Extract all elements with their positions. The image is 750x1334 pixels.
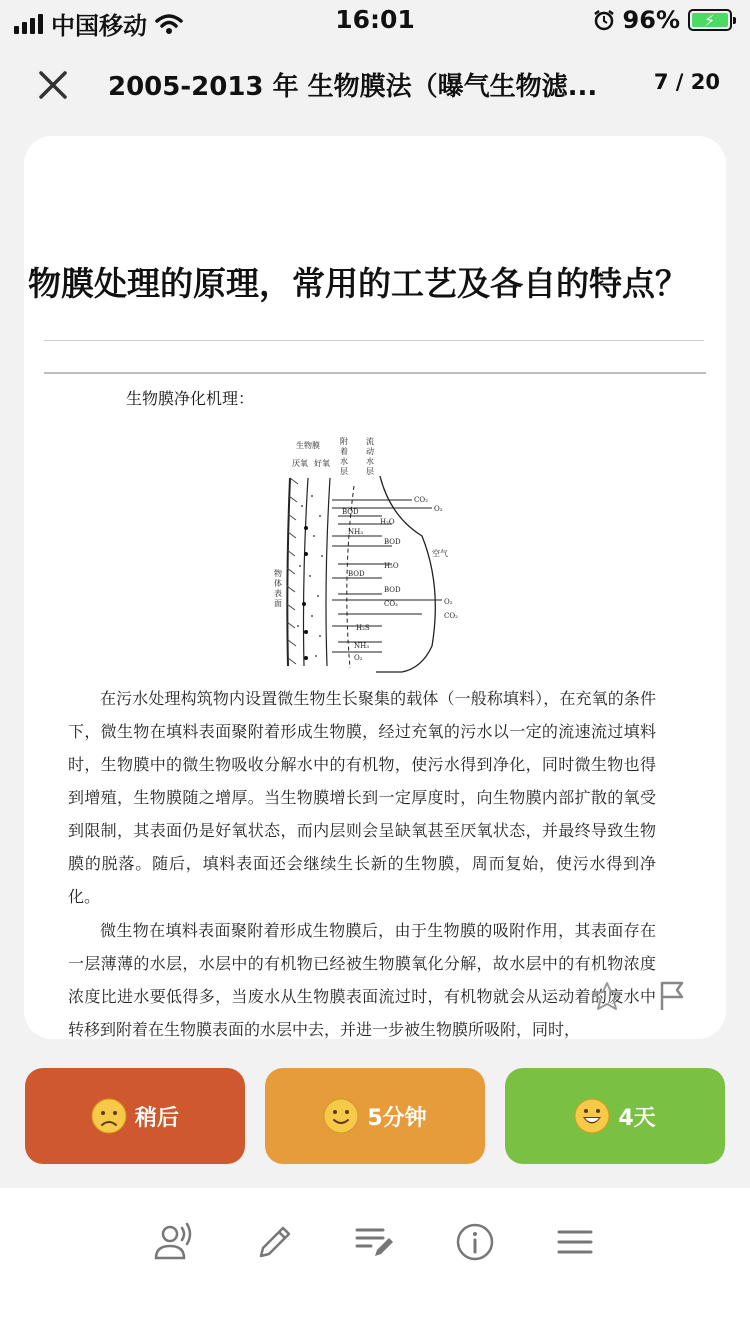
smile-face-icon: [323, 1098, 359, 1134]
battery-percent: 96%: [622, 6, 680, 34]
edit-list-icon[interactable]: [353, 1220, 397, 1264]
svg-text:NH₃: NH₃: [348, 528, 364, 536]
sad-face-icon: [91, 1098, 127, 1134]
label-biofilm: 生物膜: [296, 441, 320, 450]
svg-text:O₂: O₂: [354, 654, 363, 662]
svg-text:BOD: BOD: [342, 508, 359, 516]
biofilm-diagram: [272, 436, 476, 676]
alarm-icon: [593, 9, 615, 31]
progress-counter: 7 / 20: [653, 70, 720, 94]
svg-text:体: 体: [274, 579, 282, 588]
section-title: 生物膜净化机理：: [126, 389, 255, 408]
paragraph-2: 微生物在填料表面聚附着形成生物膜后，由于生物膜的吸附作用，其表面存在一层薄薄的水层，水层中的有机物已经被生物膜氧化分解，故水层中的有机物浓度浓度比进水要低得多，当废水从生物膜表面流过时，有机物就会从运动着的废水中转移到附着在生物膜表面的水层中去，并进一步被生物膜所吸附，同时，: [68, 921, 656, 1039]
svg-text:表: 表: [274, 589, 282, 598]
label-attached-water: 附: [340, 437, 348, 446]
svg-text:CO₂: CO₂: [444, 612, 458, 620]
svg-text:NH₃: NH₃: [354, 642, 370, 650]
four-days-button-label: 4天: [618, 1105, 656, 1131]
voice-icon[interactable]: [152, 1220, 196, 1264]
edit-icon[interactable]: [253, 1220, 297, 1264]
status-bar: [0, 0, 750, 40]
svg-text:H₂O: H₂O: [380, 518, 395, 526]
status-right: [593, 6, 732, 34]
flashcard: [24, 136, 726, 1039]
svg-text:BOD: BOD: [384, 586, 401, 594]
label-air: 空气: [432, 549, 448, 558]
svg-text:O₂: O₂: [434, 505, 443, 513]
svg-text:H₂S: H₂S: [356, 624, 370, 632]
page-title: 2005-2013 年 生物膜法（曝气生物滤...: [108, 72, 598, 102]
header: [0, 48, 750, 120]
five-min-button-label: 5分钟: [367, 1105, 427, 1131]
svg-text:O₂: O₂: [444, 598, 453, 606]
label-flowing-water: 流: [366, 437, 374, 446]
card-question: 物膜处理的原理，常用的工艺及各自的特点？: [28, 264, 688, 303]
svg-text:面: 面: [274, 599, 282, 608]
divider: [44, 340, 704, 341]
grin-face-icon: [574, 1098, 610, 1134]
four-days-button[interactable]: [505, 1068, 725, 1164]
svg-text:水: 水: [340, 457, 348, 466]
svg-text:BOD: BOD: [384, 538, 401, 546]
info-icon[interactable]: [453, 1220, 497, 1264]
later-button-label: 稍后: [134, 1105, 179, 1131]
svg-text:CO₂: CO₂: [384, 600, 398, 608]
svg-text:层: 层: [366, 467, 374, 476]
svg-text:层: 层: [340, 467, 348, 476]
svg-text:H₂O: H₂O: [384, 562, 399, 570]
battery-icon: ⚡: [688, 9, 732, 31]
five-min-button[interactable]: [265, 1068, 485, 1164]
svg-text:动: 动: [366, 447, 374, 456]
bottom-toolbar: [0, 1188, 750, 1334]
later-button[interactable]: [25, 1068, 245, 1164]
clock: 16:01: [335, 5, 415, 34]
svg-text:着: 着: [340, 447, 348, 456]
paragraph-1: 在污水处理构筑物内设置微生物生长聚集的载体（一般称填料），在充氧的条件下，微生物在填料表面聚附着形成生物膜，经过充氧的污水以一定的流速流过填料时，生物膜中的微生物吸收分解水中的有机物，使污水得到净化，同时微生物也得到增殖，生物膜随之增厚。当生物膜增长到一定厚度时，向生物膜内部扩散的氧受到限制，其表面仍是好氧状态，而内层则会呈缺氧甚至厌氧状态，并最终导致生物膜的脱落。随后，填料表面还会继续生长新的生物膜，周而复始，使污水得到净化。: [68, 689, 656, 906]
label-surface: 物: [274, 569, 282, 578]
carrier-label: 中国移动: [51, 12, 147, 40]
menu-icon[interactable]: [553, 1220, 597, 1264]
svg-text:BOD: BOD: [348, 570, 365, 578]
svg-text:CO₂: CO₂: [414, 496, 428, 504]
label-anaerobic: 厌氧: [292, 459, 308, 468]
divider: [44, 372, 706, 374]
svg-text:水: 水: [366, 457, 374, 466]
flag-icon[interactable]: [656, 978, 690, 1012]
label-aerobic: 好氧: [314, 459, 330, 468]
star-icon[interactable]: [590, 980, 624, 1012]
close-icon[interactable]: [30, 62, 76, 108]
